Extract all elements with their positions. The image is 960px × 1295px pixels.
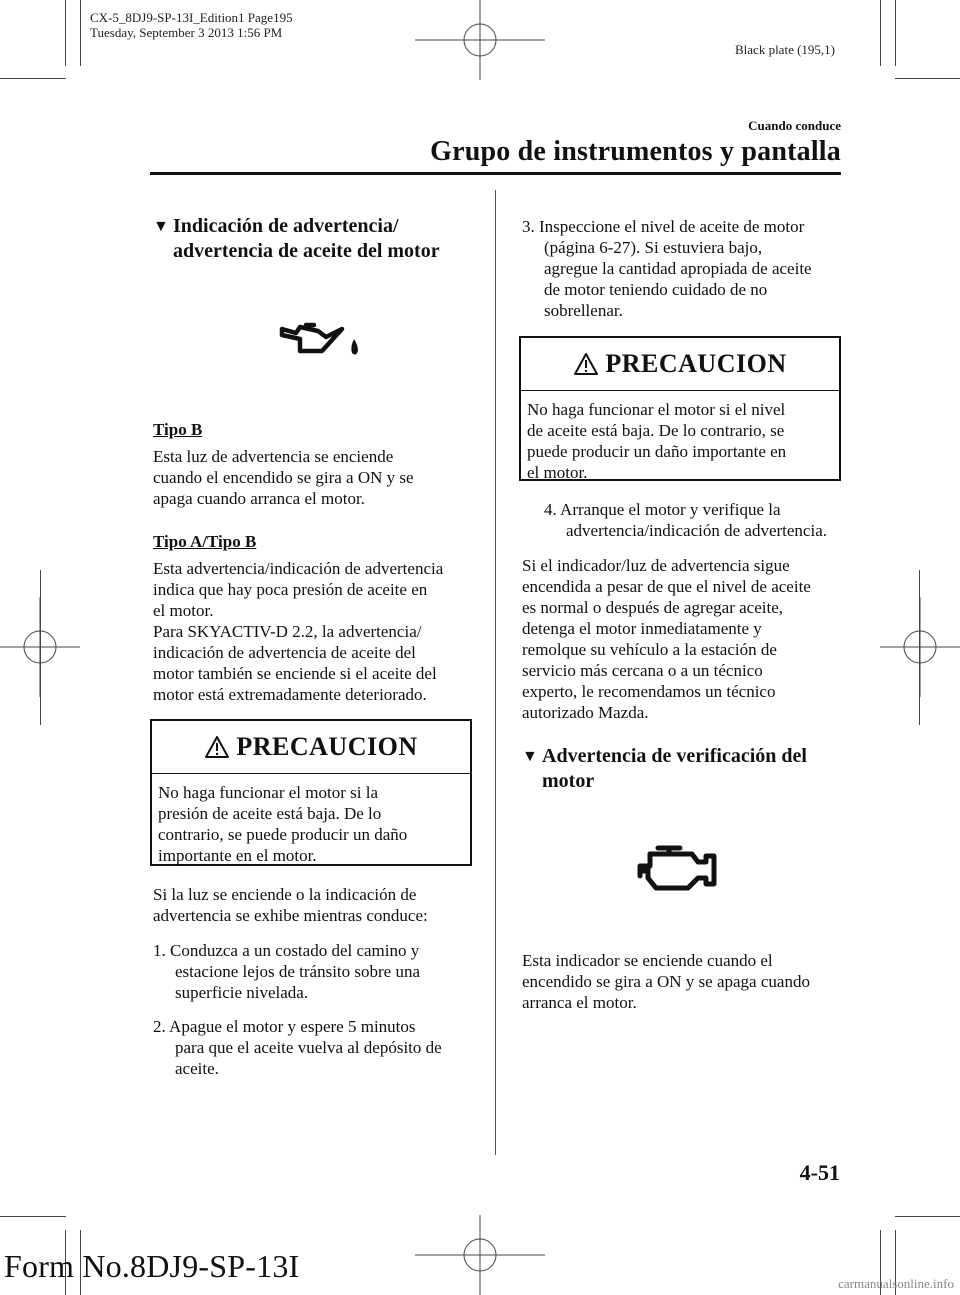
check-engine-paragraph: Esta indicador se enciende cuando el encendido se gira a ON y se apaga cuando arranca el motor.: [522, 951, 810, 1012]
engine-check-icon: [636, 842, 722, 892]
watermark: carmanualsonline.info: [838, 1276, 954, 1291]
step-1: 1. Conduzca a un costado del camino y estacione lejos de tránsito sobre una superficie nivelada.: [153, 941, 421, 1002]
indicator-remains-paragraph: Si el indicador/luz de advertencia sigue encendida a pesar de que el nivel de aceite es normal o después de agregar aceite, detenga el motor inmediatamente y remolque su vehículo a la estación de servicio más cercana o a un técnico experto, le recomendamos un técnico autorizado Mazda.: [522, 556, 811, 722]
crop-mark: [0, 1216, 66, 1217]
crop-mark: [80, 0, 81, 66]
oil-warning-heading: ▼ Indicación de advertencia/ advertencia de aceite del motor: [153, 215, 440, 262]
slug-line-1: CX-5_8DJ9-SP-13I_Edition1 Page195: [90, 10, 293, 25]
caution-header: [521, 338, 839, 391]
type-ab-label: Tipo A/Tipo B: [153, 532, 257, 551]
caution-body: No haga funcionar el motor si el nivel de aceite está baja. De lo contrario, se puede producir un daño importante en el motor.: [527, 400, 787, 482]
oil-can-icon: [278, 317, 360, 359]
triangle-bullet-icon: ▼: [522, 748, 538, 765]
header-rule: [150, 172, 841, 175]
crop-mark: [895, 0, 896, 66]
crop-mark: [880, 0, 881, 66]
caution-box-oil-level: [519, 336, 841, 481]
crop-mark: [65, 0, 66, 66]
caution-body: No haga funcionar el motor si la presión de aceite está baja. De lo contrario, se puede producir un daño importante en el motor.: [158, 783, 408, 865]
caution-title: PRECAUCION: [236, 732, 418, 761]
section-label: Cuando conduce: [748, 118, 841, 133]
form-number: Form No.8DJ9-SP-13I: [4, 1248, 300, 1284]
black-plate-label: Black plate (195,1): [735, 42, 835, 57]
step-4: 4. Arranque el motor y verifique la advertencia/indicación de advertencia.: [544, 500, 827, 540]
warning-triangle-icon: [573, 352, 599, 376]
type-b-label: Tipo B: [153, 420, 203, 439]
slug-line-2: Tuesday, September 3 2013 1:56 PM: [90, 25, 283, 40]
triangle-bullet-icon: ▼: [153, 218, 169, 235]
caution-header: [152, 721, 470, 774]
step-2: 2. Apague el motor y espere 5 minutos para que el aceite vuelva al depósito de aceite.: [153, 1017, 442, 1078]
while-driving-paragraph: Si la luz se enciende o la indicación de advertencia se exhibe mientras conduce:: [153, 885, 428, 925]
caution-box-oil-pressure: [150, 719, 472, 866]
check-engine-heading: ▼ Advertencia de verificación del motor: [522, 745, 807, 792]
registration-mark-bottom: [415, 1215, 545, 1295]
page-number: 4-51: [799, 1160, 840, 1185]
crop-mark: [0, 78, 66, 79]
print-slug: [90, 10, 293, 40]
crop-mark: [895, 78, 960, 79]
crop-mark: [895, 1216, 960, 1217]
warning-triangle-icon: [204, 735, 230, 759]
type-b-paragraph: Esta luz de advertencia se enciende cuando el encendido se gira a ON y se apaga cuando arranca el motor.: [153, 447, 414, 508]
type-ab-paragraph: Esta advertencia/indicación de advertencia indica que hay poca presión de aceite en el motor. Para SKYACTIV-D 2.2, la advertencia/ indicación de advertencia de aceite del motor también se enciende si el aceite del motor está extremadamente deteriorado.: [153, 559, 444, 704]
registration-mark-right: [880, 597, 960, 697]
caution-title: PRECAUCION: [605, 349, 787, 378]
registration-mark-left: [0, 597, 80, 697]
registration-mark-top: [415, 0, 545, 80]
section-title: Grupo de instrumentos y pantalla: [430, 136, 841, 167]
step-3: 3. Inspeccione el nivel de aceite de motor (página 6-27). Si estuviera bajo, agregue la cantidad apropiada de aceite de motor teniendo cuidado de no sobrellenar.: [522, 217, 812, 320]
column-divider: [495, 190, 496, 1155]
